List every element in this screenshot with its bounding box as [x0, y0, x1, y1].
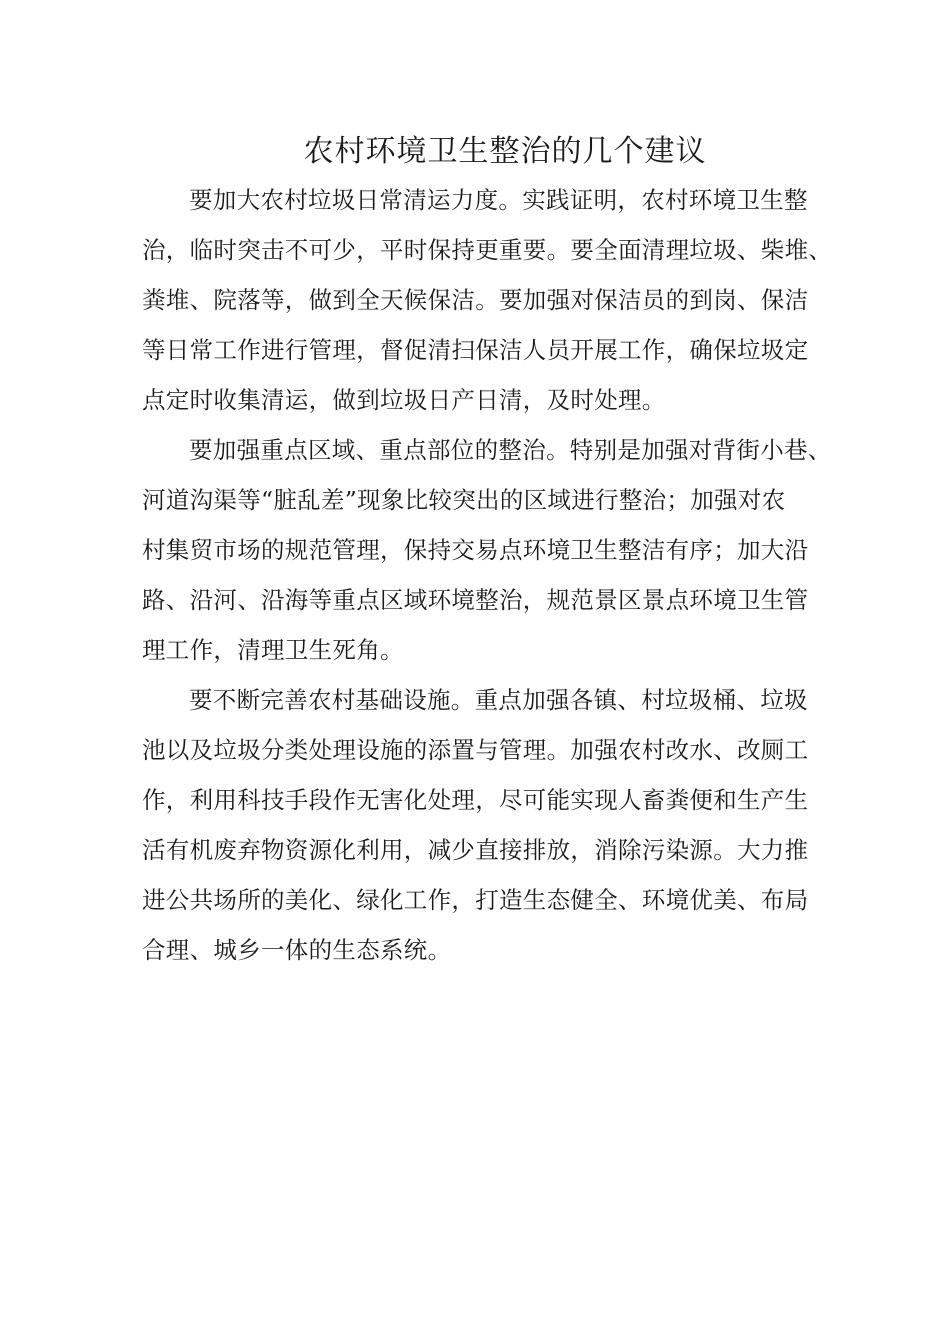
paragraph-line: 治，临时突击不可少，平时保持更重要。要全面清理垃圾、柴堆、	[142, 236, 833, 264]
paragraph-line: 河道沟渠等“脏乱差”现象比较突出的区域进行整治；加强对农	[142, 486, 786, 514]
paragraph-line: 村集贸市场的规范管理，保持交易点环境卫生整洁有序；加大沿	[142, 536, 809, 564]
paragraph-key-areas	[142, 425, 832, 675]
paragraph-line: 路、沿河、沿海等重点区域环境整治，规范景区景点环境卫生管	[142, 586, 809, 614]
paragraph-line: 粪堆、院落等，做到全天候保洁。要加强对保洁员的到岗、保洁	[142, 286, 809, 314]
paragraph-line: 等日常工作进行管理，督促清扫保洁人员开展工作，确保垃圾定	[142, 336, 809, 364]
paragraph-line: 要加强重点区域、重点部位的整治。特别是加强对背街小巷、	[189, 436, 832, 464]
paragraph-garbage-collection	[142, 175, 832, 425]
paragraph-line: 点定时收集清运，做到垃圾日产日清，及时处理。	[142, 386, 666, 414]
paragraph-line: 作，利用科技手段作无害化处理，尽可能实现人畜粪便和生产生	[142, 786, 809, 814]
document-body	[142, 175, 832, 975]
paragraph-line: 池以及垃圾分类处理设施的添置与管理。加强农村改水、改厕工	[142, 736, 809, 764]
paragraph-line: 合理、城乡一体的生态系统。	[142, 936, 452, 964]
paragraph-line: 要加大农村垃圾日常清运力度。实践证明，农村环境卫生整	[189, 186, 808, 214]
paragraph-line: 活有机废弃物资源化利用，减少直接排放，消除污染源。大力推	[142, 836, 809, 864]
paragraph-infrastructure	[142, 675, 832, 975]
paragraph-line: 进公共场所的美化、绿化工作，打造生态健全、环境优美、布局	[142, 886, 809, 914]
paragraph-line: 理工作，清理卫生死角。	[142, 636, 404, 664]
document-title: 农村环境卫生整治的几个建议	[303, 134, 707, 169]
paragraph-line: 要不断完善农村基础设施。重点加强各镇、村垃圾桶、垃圾	[189, 686, 808, 714]
